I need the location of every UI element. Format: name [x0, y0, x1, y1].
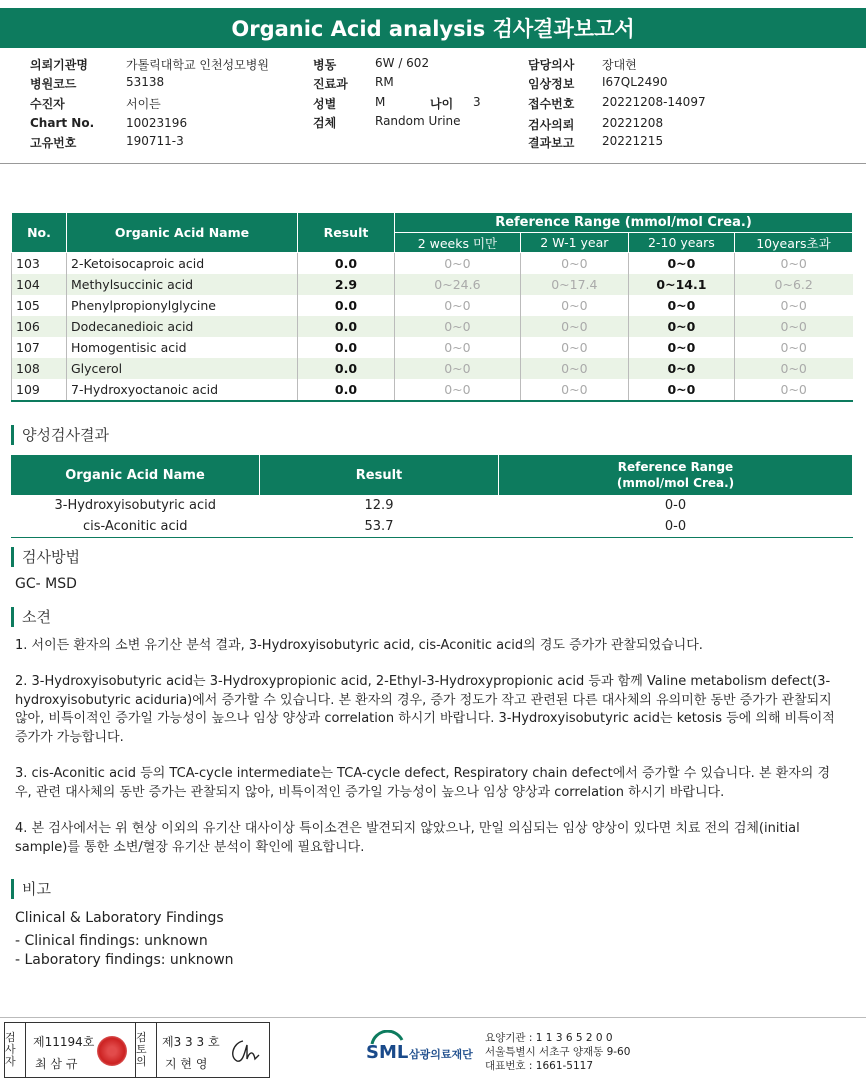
- col-ref-10y: 10years초과: [734, 233, 852, 253]
- info-label: 담당의사: [528, 58, 575, 72]
- table-row: [12, 337, 853, 358]
- reviewer-name: 지 현 영: [165, 1057, 208, 1071]
- col-reference: Reference Range (mmol/mol Crea.): [395, 213, 853, 233]
- cell-ref: 0~0: [520, 295, 628, 316]
- col-name: Organic Acid Name: [67, 213, 298, 253]
- info-label: 고유번호: [30, 136, 77, 150]
- cell-ref: 0~0: [395, 253, 521, 275]
- note-line: Clinical & Laboratory Findings: [15, 910, 224, 926]
- method-text: GC- MSD: [15, 576, 77, 592]
- cell-ref: 0~0: [734, 295, 852, 316]
- cell-ref: 0~0: [734, 253, 852, 275]
- cell-ref: 0~0: [628, 358, 734, 379]
- opinion-p4: 4. 본 검사에서는 위 현상 이외의 유기산 대사이상 특이소견은 발견되지 않았으나, 만일 의심되는 임상 양상이 있다면 치료 전의 검체(initial sample)를 통한 소변/혈장 유기산 분석이 확인에 필요합니다.: [15, 821, 800, 855]
- info-label: 병원코드: [30, 77, 77, 91]
- cell-name: Glycerol: [67, 358, 298, 379]
- col-name: Organic Acid Name: [11, 455, 260, 495]
- tester-name: 최 삼 규: [35, 1057, 78, 1071]
- cell-result: 0.0: [298, 316, 395, 337]
- table-row: [11, 516, 853, 538]
- cell-result: 2.9: [298, 274, 395, 295]
- info-label: 수진자: [30, 97, 65, 111]
- cell-ref: 0-0: [664, 498, 687, 513]
- info-label: 결과보고: [528, 136, 575, 150]
- cell-ref: 0~0: [734, 379, 852, 401]
- info-value: 3: [473, 95, 481, 109]
- address-block: [485, 1031, 630, 1073]
- cell-ref: 0-0: [499, 516, 853, 538]
- info-value: 서이든: [126, 97, 161, 111]
- footer: [0, 1017, 866, 1087]
- cell-ref: 0~0: [628, 337, 734, 358]
- cell-ref: 0~0: [520, 358, 628, 379]
- info-row: [30, 56, 88, 73]
- col-ref-2-10y: 2-10 years: [628, 233, 734, 253]
- cell-name: Methylsuccinic acid: [67, 274, 298, 295]
- cell-ref: 0~0: [628, 316, 734, 337]
- cell-ref: 0~0: [395, 337, 521, 358]
- opinion-p3: 3. cis-Aconitic acid 등의 TCA-cycle intermediate는 TCA-cycle defect, Respiratory chain defect에서 증가할 수 있습니다. 본 환자의 경우, 관련 대사체의 동반 증가는 관찰되지 않아, 비특이적인 증가일 가능성이 높으나 임상 양상과 correlation 하시기 바랍니다.: [15, 766, 830, 800]
- info-label: 임상정보: [528, 77, 575, 91]
- divider: [0, 163, 866, 164]
- cell-result: 0.0: [298, 253, 395, 275]
- note-line: - Clinical findings: unknown: [15, 933, 208, 949]
- cell-ref: 0~0: [520, 253, 628, 275]
- info-label: 검사의뢰: [528, 118, 575, 132]
- info-label: 검체: [313, 116, 337, 130]
- logo-abbr: SML: [366, 1042, 409, 1063]
- cell-name: cis-Aconitic acid: [11, 516, 260, 538]
- cell-result: 12.9: [364, 498, 394, 513]
- note-line: - Laboratory findings: unknown: [15, 952, 234, 968]
- info-value: 6W / 602: [375, 56, 430, 70]
- cell-ref: 0~17.4: [520, 274, 628, 295]
- info-label: Chart No.: [30, 116, 95, 130]
- info-value: 20221215: [602, 134, 664, 148]
- info-value: 장대현: [602, 58, 637, 72]
- tester-license: 제11194호: [33, 1035, 95, 1049]
- info-value: 190711-3: [126, 134, 184, 148]
- reviewer-license: 제3 3 3 호: [162, 1035, 220, 1049]
- cell-name: Dodecanedioic acid: [67, 316, 298, 337]
- cell-ref: 0~0: [628, 295, 734, 316]
- cell-ref: 0~0: [395, 358, 521, 379]
- reviewer-label: 검토의: [135, 1023, 157, 1077]
- table-row: [12, 316, 853, 337]
- address-line: 서울특별시 서초구 양재동 9-60: [485, 1046, 631, 1058]
- col-ref-2w: 2 weeks 미만: [395, 233, 521, 253]
- cell-name: Homogentisic acid: [67, 337, 298, 358]
- cell-ref: 0~0: [734, 358, 852, 379]
- info-value: M: [375, 95, 386, 109]
- cell-no: 103: [12, 253, 67, 275]
- cell-ref: 0~0: [395, 379, 521, 401]
- col-result: Result: [298, 213, 395, 253]
- signature-box: [4, 1022, 270, 1078]
- cell-ref: 0~0: [395, 316, 521, 337]
- cell-no: 109: [12, 379, 67, 401]
- results-table: [11, 212, 853, 402]
- info-label: 병동: [313, 58, 337, 72]
- cell-ref: 0~6.2: [734, 274, 852, 295]
- cell-name: 2-Ketoisocaproic acid: [67, 253, 298, 275]
- info-value: RM: [375, 75, 394, 89]
- cell-name: Phenylpropionylglycine: [67, 295, 298, 316]
- cell-ref: 0~0: [520, 316, 628, 337]
- cell-no: 107: [12, 337, 67, 358]
- cell-ref: 0~0: [628, 253, 734, 275]
- positive-heading: 양성검사결과: [11, 425, 109, 445]
- ref-line2: (mmol/mol Crea.): [616, 476, 735, 490]
- info-label: 나이: [430, 97, 454, 111]
- col-ref-2w1y: 2 W-1 year: [520, 233, 628, 253]
- col-no: No.: [12, 213, 67, 253]
- cell-result: 53.7: [260, 516, 499, 538]
- info-value: 20221208-14097: [602, 95, 706, 109]
- ref-line1: Reference Range: [617, 460, 734, 474]
- cell-no: 104: [12, 274, 67, 295]
- table-row: [12, 358, 853, 379]
- table-row: [11, 495, 853, 516]
- cell-ref: 0~0: [734, 316, 852, 337]
- cell-ref: 0~14.1: [628, 274, 734, 295]
- cell-result: 0.0: [298, 295, 395, 316]
- note-heading: 비고: [11, 879, 51, 899]
- cell-ref: 0~0: [520, 337, 628, 358]
- cell-result: 0.0: [298, 379, 395, 401]
- report-title: Organic Acid analysis 검사결과보고서: [0, 8, 866, 48]
- info-value: I67QL2490: [602, 75, 668, 89]
- opinion-p2: 2. 3-Hydroxyisobutyric acid는 3-Hydroxypropionic acid, 2-Ethyl-3-Hydroxypropionic acid 등과 함께 Valine metabolism defect(3-hydroxyisobutyric aciduria)에서 증가할 수 있습니다. 본 환자의 경우, 증가 정도가 작고 관련된 다른 대사체의 유의미한 동반 증가가 관찰되지 않아, 비특이적인 증가일 가능성이 높으나 임상 양상과 correlation 하시기 바랍니다. 3-Hydroxyisobutyric acid는 ketosis 등에 의해 비특이적 증가가 가능합니다.: [15, 674, 835, 745]
- cell-no: 106: [12, 316, 67, 337]
- info-label: 의뢰기관명: [30, 58, 88, 72]
- cell-ref: 0~24.6: [395, 274, 521, 295]
- address-line: 대표번호 : 1661-5117: [485, 1060, 594, 1072]
- info-value: Random Urine: [375, 114, 461, 128]
- info-value: 10023196: [126, 116, 188, 130]
- method-heading: 검사방법: [11, 547, 80, 567]
- cell-no: 105: [12, 295, 67, 316]
- positive-table: [11, 455, 853, 538]
- seal-stamp: [97, 1036, 127, 1066]
- info-value: 가톨릭대학교 인천성모병원: [126, 58, 269, 72]
- table-row: [12, 379, 853, 401]
- opinion-p1: 1. 서이든 환자의 소변 유기산 분석 결과, 3-Hydroxyisobutyric acid, cis-Aconitic acid의 경도 증가가 관찰되었습니다.: [15, 638, 703, 653]
- cell-ref: 0~0: [520, 379, 628, 401]
- col-result: Result: [260, 455, 499, 495]
- col-reference: [499, 455, 853, 495]
- signature-icon: [225, 1037, 261, 1067]
- cell-ref: 0~0: [734, 337, 852, 358]
- info-label: 진료과: [313, 77, 348, 91]
- cell-name: 7-Hydroxyoctanoic acid: [67, 379, 298, 401]
- info-value: 20221208: [602, 116, 664, 130]
- logo-name: 삼광의료재단: [409, 1048, 473, 1061]
- table-row: [12, 253, 853, 275]
- table-row: [12, 274, 853, 295]
- address-line: 요양기관 : 1 1 3 6 5 2 0 0: [485, 1032, 613, 1044]
- cell-ref: 0~0: [628, 379, 734, 401]
- cell-ref: 0~0: [395, 295, 521, 316]
- cell-result: 0.0: [298, 358, 395, 379]
- table-row: [12, 295, 853, 316]
- cell-no: 108: [12, 358, 67, 379]
- cell-result: 0.0: [298, 337, 395, 358]
- cell-name: 3-Hydroxyisobutyric acid: [54, 498, 217, 513]
- info-value: 53138: [126, 75, 165, 89]
- tester-label: 검사자: [5, 1023, 26, 1077]
- info-label: 접수번호: [528, 97, 575, 111]
- info-label: 성별: [313, 97, 337, 111]
- opinion-heading: 소견: [11, 607, 51, 627]
